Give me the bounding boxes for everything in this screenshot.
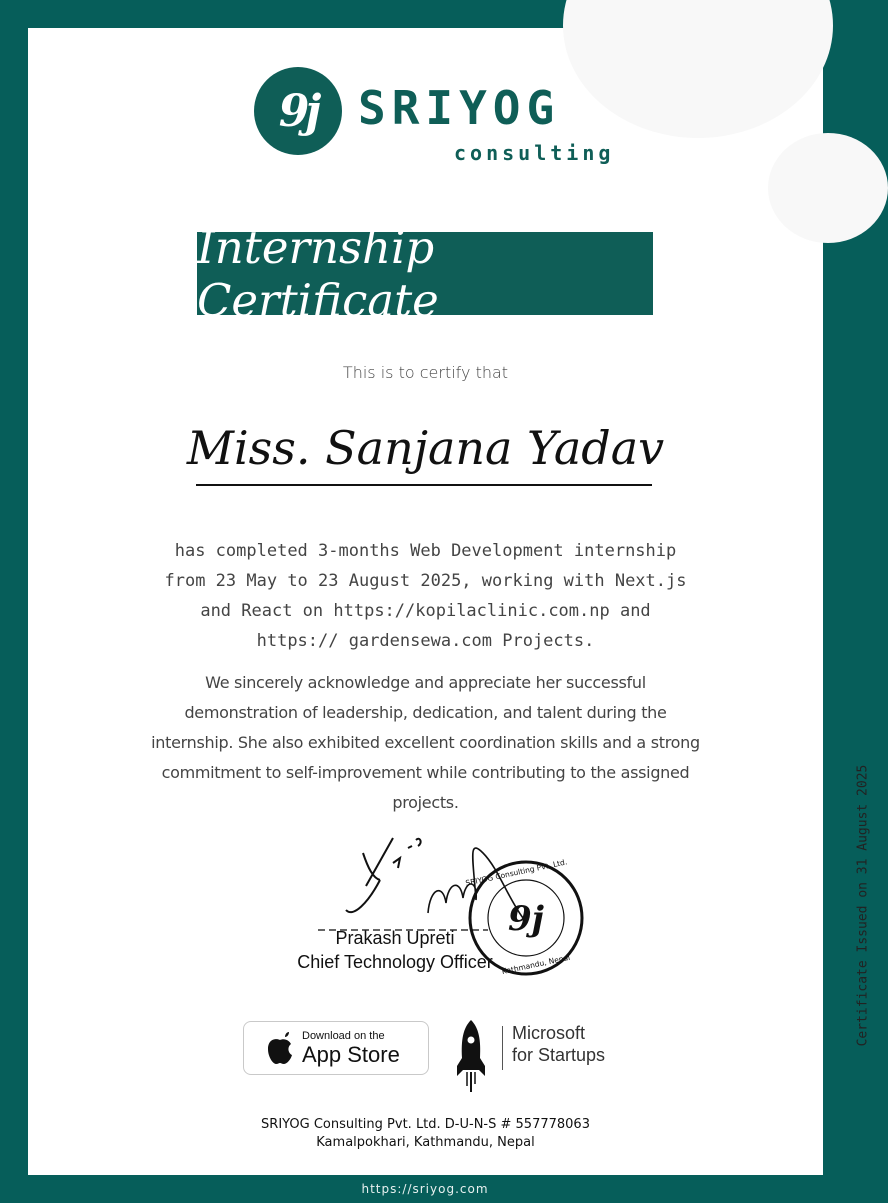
- certificate-title: Internship Certificate: [197, 220, 439, 327]
- website-link[interactable]: https://sriyog.com: [361, 1182, 489, 1196]
- logo-wordmark: SRIYOG: [358, 81, 561, 135]
- svg-text:Kathmandu, Nepal: Kathmandu, Nepal: [500, 952, 571, 977]
- svg-text:SRIYOG Consulting Pvt. Ltd.: SRIYOG Consulting Pvt. Ltd.: [464, 857, 568, 888]
- sriyog-logo: [254, 65, 615, 165]
- certify-line: This is to certify that: [342, 363, 509, 382]
- certificate-title-banner: [197, 220, 653, 327]
- apple-logo-icon: [266, 1032, 294, 1064]
- svg-text:9j: 9j: [508, 899, 544, 939]
- badge-divider: [502, 1026, 503, 1070]
- company-info: [28, 1116, 823, 1152]
- address-line: Kamalpokhari, Kathmandu, Nepal: [316, 1135, 535, 1150]
- logo-mark-icon: 9j: [254, 67, 342, 155]
- appstore-big-label: App Store: [302, 1041, 400, 1067]
- signer-name: Prakash Upreti: [335, 928, 455, 948]
- microsoft-for-startups-badge: [446, 1018, 616, 1090]
- appstore-small-label: Download on the: [302, 1029, 385, 1042]
- certificate-sheet: [28, 28, 871, 1175]
- for-startups-label: for Startups: [512, 1045, 606, 1065]
- signer-role: Chief Technology Officer: [297, 952, 493, 972]
- issued-date-note: Certificate Issued on 31 August 2025: [855, 764, 871, 1047]
- rocket-icon: [451, 1020, 491, 1092]
- name-underline: [196, 484, 652, 486]
- recipient-name: Miss. Sanjana Yadav: [186, 421, 665, 475]
- internship-details: has completed 3-months Web Development internship from 23 May to 23 August 2025, working with Next.js and React on https://kopilaclinic.com.np and https:// gardensewa.com Projects.: [164, 541, 687, 651]
- microsoft-label: Microsoft: [512, 1023, 586, 1043]
- logo-subtitle: consulting: [454, 141, 615, 165]
- acknowledgement-text: We sincerely acknowledge and appreciate her successful demonstration of leadership, dedication, and talent during the internship. She also exhibited excellent coordination skills and a strong commitment to self-improvement while contributing to the assigned projects.: [151, 673, 700, 812]
- company-line: SRIYOG Consulting Pvt. Ltd. D-U-N-S # 557778063: [261, 1117, 590, 1132]
- app-store-badge[interactable]: [243, 1021, 429, 1075]
- decorative-circle: [768, 133, 888, 243]
